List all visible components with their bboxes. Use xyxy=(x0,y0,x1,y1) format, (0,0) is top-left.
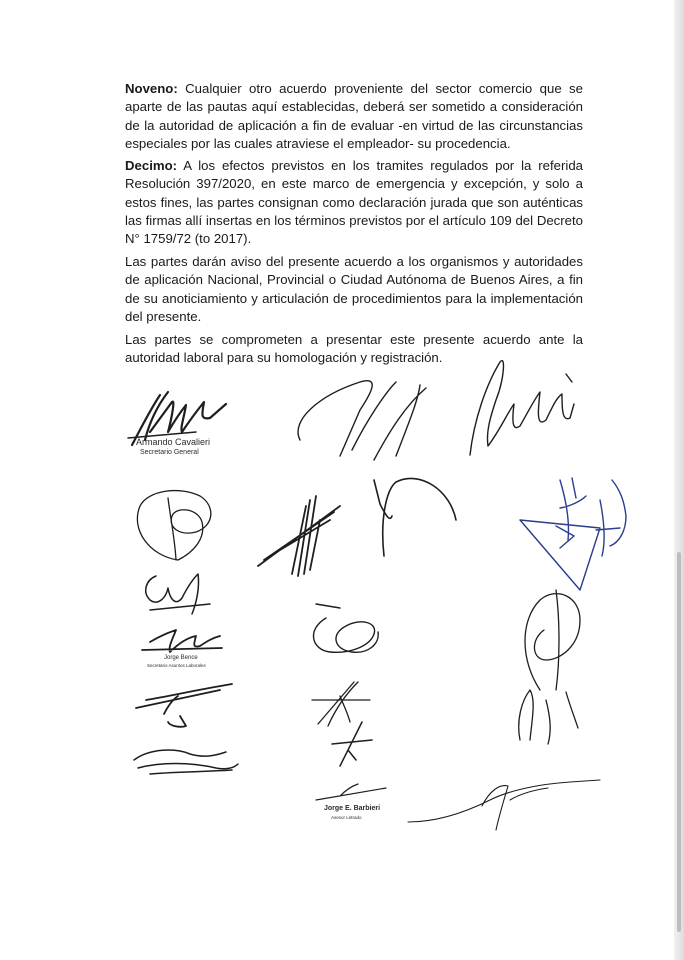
signature-round-left xyxy=(137,491,210,560)
signature-small-center-bottom xyxy=(332,722,372,766)
signature-barbieri xyxy=(316,784,386,800)
paragraph-decimo xyxy=(125,157,583,248)
page-edge xyxy=(674,0,684,960)
signature-arch xyxy=(374,478,456,556)
signer-name-barbieri: Jorge E. Barbieri xyxy=(324,805,381,812)
signature-bence xyxy=(142,630,222,652)
signature-loop-center xyxy=(314,604,379,652)
signature-top-right xyxy=(470,361,574,455)
signer-role-barbieri: Asesor Letrado xyxy=(331,815,362,820)
signature-small-left xyxy=(146,574,210,614)
paragraph-text: A los efectos previstos en los tramites regulados por la referida Resolución 397/2020, en este marco de emergencia y excepción, y solo a estos fines, las partes consignan como declaración jurada que son auténticas las firmas allí insertas en los términos previstos por el artículo 109 del Decreto N° 1759/72 (to 2017). xyxy=(125,158,583,247)
paragraph-lead: Decimo: xyxy=(125,158,178,173)
paragraph-aviso xyxy=(125,253,583,326)
signature-large-flourish xyxy=(298,381,426,460)
signature-wavy xyxy=(134,750,238,774)
signature-right-tall xyxy=(519,590,580,744)
signer-role-bence: Secretario Asuntos Laborales xyxy=(147,663,206,668)
paragraph-text: Las partes se comprometen a presentar este presente acuerdo ante la autoridad laboral para su homologación y registración. xyxy=(125,332,583,366)
signer-role-cavalieri: Secretario General xyxy=(140,449,199,456)
signature-stretched xyxy=(136,684,232,727)
paragraph-noveno xyxy=(125,80,583,153)
paragraph-lead: Noveno: xyxy=(125,81,178,96)
signer-name-bence: Jorge Bence xyxy=(164,655,198,661)
signature-center-diagonal xyxy=(312,682,370,726)
paragraph-text: Cualquier otro acuerdo proveniente del sector comercio que se aparte de las pautas aquí establecidas, deberá ser sometido a consideración de la autoridad de aplicación a fin de evaluar -en virtud de las circunstancias especiales por las cuales atraviese el empleador- su procedencia. xyxy=(125,81,583,151)
signature-long-flourish xyxy=(408,780,600,830)
signature-blue xyxy=(520,478,626,590)
signature-hatched xyxy=(258,496,340,576)
signer-name-cavalieri: Armando Cavalieri xyxy=(136,437,211,447)
scrollbar[interactable] xyxy=(677,552,681,932)
paragraph-text: Las partes darán aviso del presente acuerdo a los organismos y autoridades de aplicación Nacional, Provincial o Ciudad Autónoma de Buenos Aires, a fin de su anoticiamiento y articulación de procedimientos para la implementación del presente. xyxy=(125,254,583,324)
paragraph-homologacion xyxy=(125,331,583,368)
